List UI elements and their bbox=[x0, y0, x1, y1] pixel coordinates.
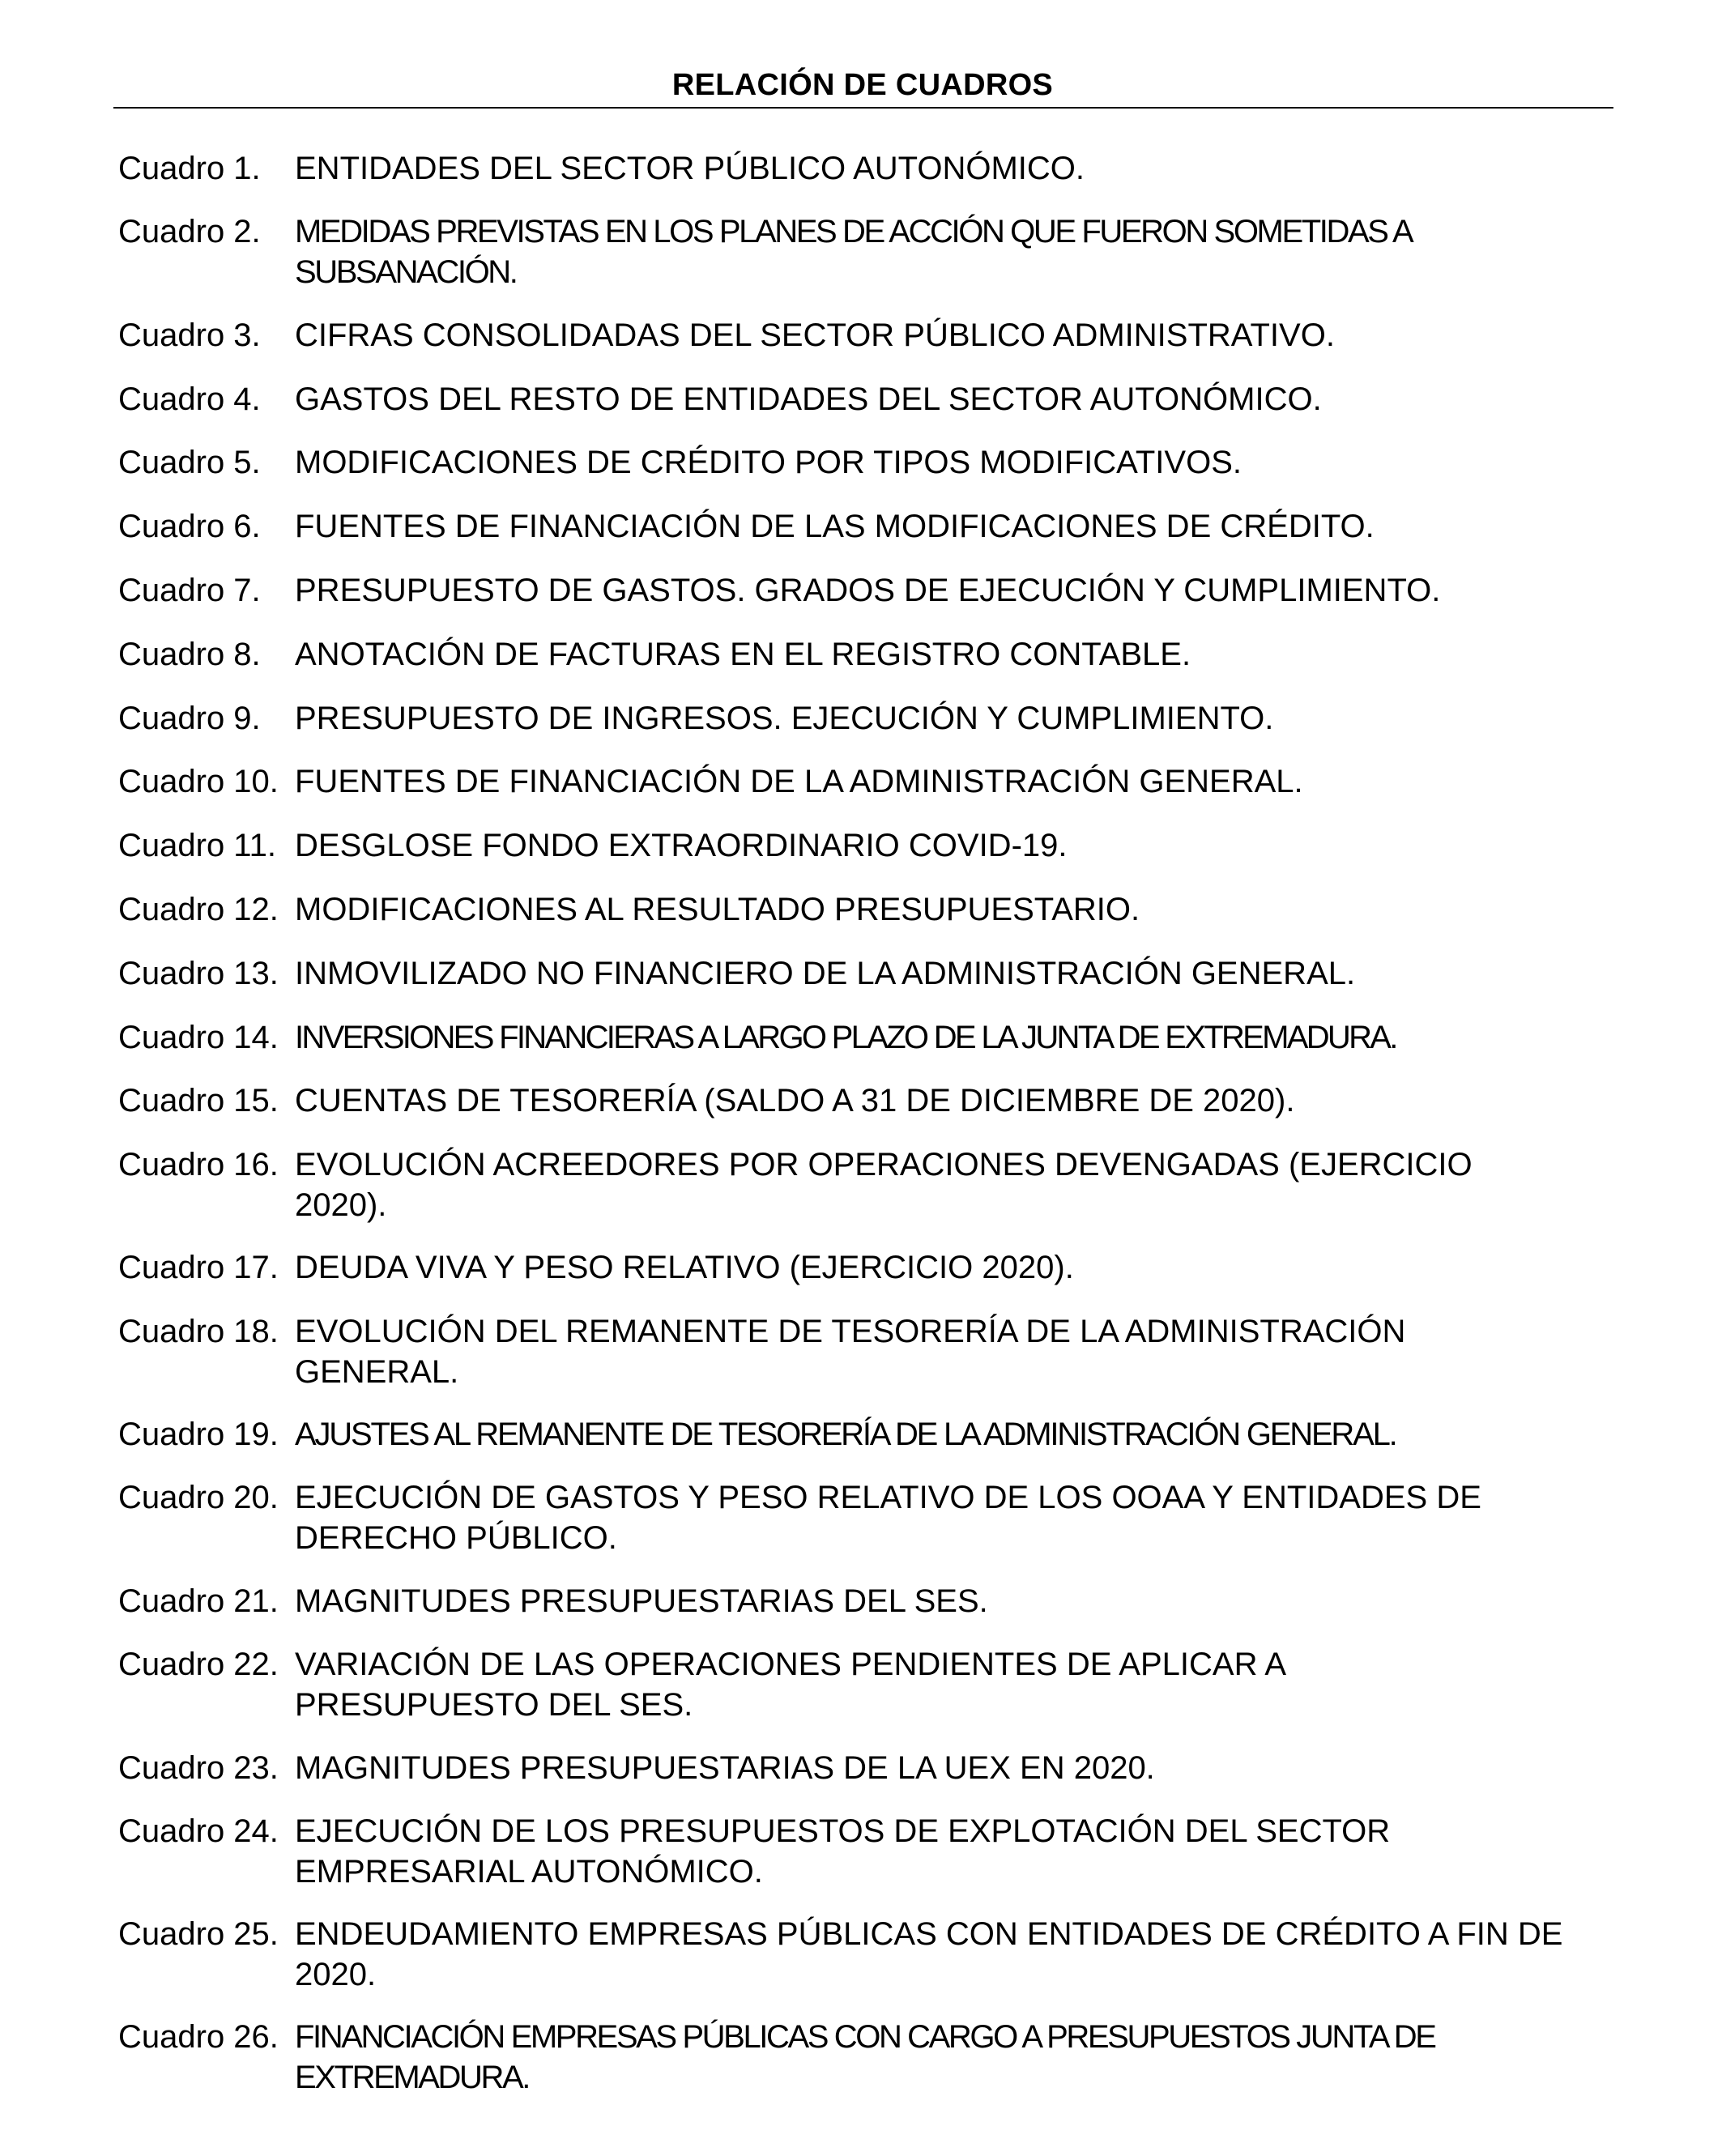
entry-text: EVOLUCIÓN DEL REMANENTE DE TESORERÍA DE LA ADMINISTRACIÓN GENERAL. bbox=[295, 1314, 1406, 1390]
list-item bbox=[118, 1914, 1576, 1995]
entry-label: Cuadro 22. bbox=[118, 1647, 279, 1682]
list-item bbox=[118, 1414, 1576, 1455]
list-item bbox=[118, 634, 1576, 675]
entry-label: Cuadro 19. bbox=[118, 1417, 279, 1452]
entry-label: Cuadro 14. bbox=[118, 1020, 279, 1055]
list-item bbox=[118, 148, 1576, 189]
entry-label: Cuadro 26. bbox=[118, 2019, 279, 2055]
entry-text: FINANCIACIÓN EMPRESAS PÚBLICAS CON CARGO A PRESUPUESTOS JUNTA DE EXTREMADURA. bbox=[295, 2019, 1435, 2095]
entry-label: Cuadro 15. bbox=[118, 1083, 279, 1118]
entry-text: CUENTAS DE TESORERÍA (SALDO A 31 DE DICIEMBRE DE 2020). bbox=[295, 1083, 1295, 1118]
entry-label: Cuadro 7. bbox=[118, 573, 261, 608]
list-item bbox=[118, 1477, 1576, 1558]
list-item bbox=[118, 379, 1576, 420]
entry-label: Cuadro 25. bbox=[118, 1916, 279, 1952]
list-item bbox=[118, 1247, 1576, 1288]
entry-label: Cuadro 9. bbox=[118, 701, 261, 736]
list-item bbox=[118, 1017, 1576, 1058]
entry-text: DESGLOSE FONDO EXTRAORDINARIO COVID-19. bbox=[295, 828, 1068, 863]
entry-label: Cuadro 13. bbox=[118, 956, 279, 991]
entry-label: Cuadro 10. bbox=[118, 764, 279, 799]
entry-text: VARIACIÓN DE LAS OPERACIONES PENDIENTES DE APLICAR A PRESUPUESTO DEL SES. bbox=[295, 1647, 1285, 1723]
list-item bbox=[118, 1644, 1576, 1725]
list-item bbox=[118, 2017, 1576, 2098]
entry-text: GASTOS DEL RESTO DE ENTIDADES DEL SECTOR AUTONÓMICO. bbox=[295, 381, 1322, 417]
entry-label: Cuadro 6. bbox=[118, 509, 261, 544]
entry-label: Cuadro 4. bbox=[118, 381, 261, 417]
list-item bbox=[118, 825, 1576, 866]
list-item bbox=[118, 1748, 1576, 1788]
list-item bbox=[118, 442, 1576, 483]
entry-label: Cuadro 2. bbox=[118, 214, 261, 249]
entry-label: Cuadro 12. bbox=[118, 892, 279, 927]
list-item bbox=[118, 1080, 1576, 1121]
entry-label: Cuadro 18. bbox=[118, 1314, 279, 1349]
list-item bbox=[118, 698, 1576, 739]
list-item bbox=[118, 1811, 1576, 1892]
entry-text: FUENTES DE FINANCIACIÓN DE LA ADMINISTRACIÓN GENERAL. bbox=[295, 764, 1303, 799]
entry-text: DEUDA VIVA Y PESO RELATIVO (EJERCICIO 2020). bbox=[295, 1250, 1074, 1285]
page-title: RELACIÓN DE CUADROS bbox=[671, 68, 1054, 102]
entry-text: ENTIDADES DEL SECTOR PÚBLICO AUTONÓMICO. bbox=[295, 151, 1085, 186]
entry-text: MEDIDAS PREVISTAS EN LOS PLANES DE ACCIÓN QUE FUERON SOMETIDAS A SUBSANACIÓN. bbox=[295, 214, 1411, 290]
entry-text: ANOTACIÓN DE FACTURAS EN EL REGISTRO CONTABLE. bbox=[295, 637, 1191, 672]
title-underline bbox=[113, 107, 1613, 109]
list-item bbox=[118, 315, 1576, 356]
entry-text: ENDEUDAMIENTO EMPRESAS PÚBLICAS CON ENTIDADES DE CRÉDITO A FIN DE 2020. bbox=[295, 1916, 1563, 1992]
entry-text: PRESUPUESTO DE GASTOS. GRADOS DE EJECUCIÓN Y CUMPLIMIENTO. bbox=[295, 573, 1441, 608]
entry-text: INVERSIONES FINANCIERAS A LARGO PLAZO DE LA JUNTA DE EXTREMADURA. bbox=[295, 1020, 1396, 1055]
entry-label: Cuadro 3. bbox=[118, 317, 261, 353]
entry-label: Cuadro 1. bbox=[118, 151, 261, 186]
entry-label: Cuadro 20. bbox=[118, 1480, 279, 1515]
list-item bbox=[118, 889, 1576, 930]
entry-text: MODIFICACIONES AL RESULTADO PRESUPUESTARIO. bbox=[295, 892, 1140, 927]
list-item bbox=[118, 761, 1576, 802]
list-item bbox=[118, 1311, 1576, 1392]
entry-text: PRESUPUESTO DE INGRESOS. EJECUCIÓN Y CUMPLIMIENTO. bbox=[295, 701, 1274, 736]
list-item bbox=[118, 506, 1576, 547]
entry-text: AJUSTES AL REMANENTE DE TESORERÍA DE LA ADMINISTRACIÓN GENERAL. bbox=[295, 1417, 1396, 1452]
entry-text: CIFRAS CONSOLIDADAS DEL SECTOR PÚBLICO ADMINISTRATIVO. bbox=[295, 317, 1335, 353]
entry-text: EVOLUCIÓN ACREEDORES POR OPERACIONES DEVENGADAS (EJERCICIO 2020). bbox=[295, 1147, 1473, 1223]
entry-label: Cuadro 23. bbox=[118, 1750, 279, 1786]
entry-text: FUENTES DE FINANCIACIÓN DE LAS MODIFICACIONES DE CRÉDITO. bbox=[295, 509, 1375, 544]
entry-label: Cuadro 17. bbox=[118, 1250, 279, 1285]
list-item bbox=[118, 1581, 1576, 1621]
entry-text: MODIFICACIONES DE CRÉDITO POR TIPOS MODIFICATIVOS. bbox=[295, 445, 1242, 480]
list-item bbox=[118, 953, 1576, 994]
entry-text: MAGNITUDES PRESUPUESTARIAS DEL SES. bbox=[295, 1583, 988, 1619]
entry-label: Cuadro 24. bbox=[118, 1813, 279, 1849]
entry-label: Cuadro 21. bbox=[118, 1583, 279, 1619]
list-item bbox=[118, 570, 1576, 611]
list-item bbox=[118, 211, 1576, 292]
entry-text: MAGNITUDES PRESUPUESTARIAS DE LA UEX EN 2020. bbox=[295, 1750, 1155, 1786]
list-item bbox=[118, 1144, 1576, 1225]
entry-label: Cuadro 16. bbox=[118, 1147, 279, 1182]
entry-label: Cuadro 11. bbox=[118, 828, 276, 863]
entry-label: Cuadro 5. bbox=[118, 445, 261, 480]
entry-text: INMOVILIZADO NO FINANCIERO DE LA ADMINISTRACIÓN GENERAL. bbox=[295, 956, 1356, 991]
entry-text: EJECUCIÓN DE GASTOS Y PESO RELATIVO DE LOS OOAA Y ENTIDADES DE DERECHO PÚBLICO. bbox=[295, 1480, 1481, 1556]
entry-label: Cuadro 8. bbox=[118, 637, 261, 672]
entry-text: EJECUCIÓN DE LOS PRESUPUESTOS DE EXPLOTACIÓN DEL SECTOR EMPRESARIAL AUTONÓMICO. bbox=[295, 1813, 1391, 1890]
